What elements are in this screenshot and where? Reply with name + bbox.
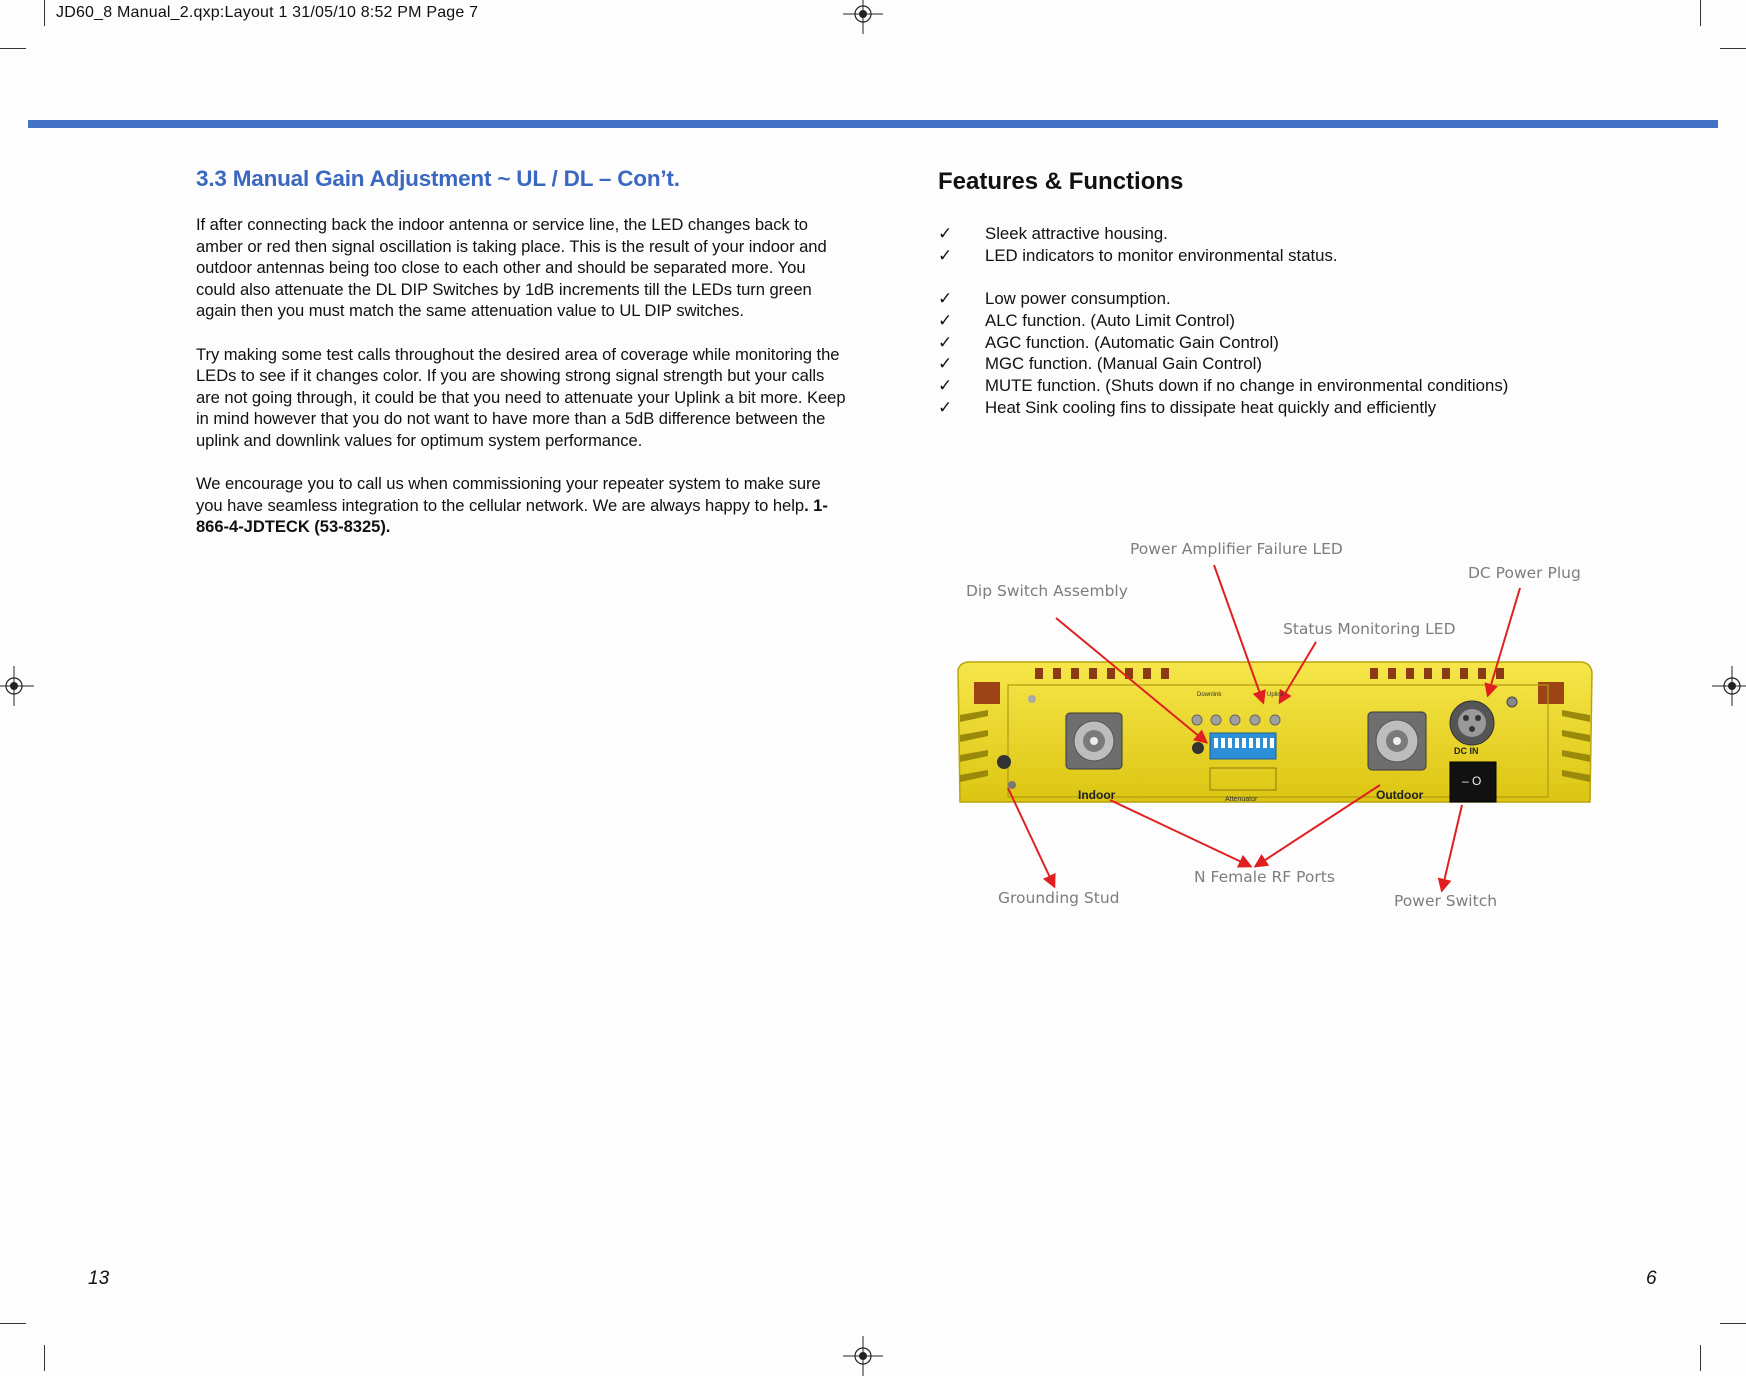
indoor-port-icon: [1066, 713, 1122, 769]
label-power-amplifier-failure-led: Power Amplifier Failure LED: [1130, 540, 1343, 558]
crop-mark: [0, 48, 26, 49]
left-page: [196, 166, 846, 560]
label-grounding-stud: Grounding Stud: [998, 889, 1120, 907]
crop-mark: [1700, 1345, 1701, 1371]
section-title: 3.3 Manual Gain Adjustment ~ UL / DL – Con’t.: [196, 166, 680, 191]
outdoor-label: Outdoor: [1376, 788, 1424, 802]
list-item: ✓ Heat Sink cooling fins to dissipate heat quickly and efficiently: [938, 397, 1437, 417]
registration-mark-icon: [843, 0, 883, 34]
uplink-label: Uplink: [1267, 692, 1284, 698]
registration-mark-icon: [843, 1336, 883, 1376]
checkmark-icon: ✓: [938, 397, 953, 417]
outdoor-port-icon: [1368, 712, 1426, 770]
checkmark-icon: ✓: [938, 375, 953, 395]
checkmark-icon: ✓: [938, 224, 953, 243]
list-item: ✓ AGC function. (Automatic Gain Control): [938, 332, 1279, 352]
registration-mark-icon: [0, 666, 34, 706]
phone-number: . 1-866-4-JDTECK (53-8325).: [196, 495, 828, 537]
switch-marks: – O: [1462, 774, 1482, 788]
dc-in-label: DC IN: [1454, 746, 1479, 756]
list-item: ✓ Sleek attractive housing.: [938, 224, 1168, 243]
label-power-switch: Power Switch: [1394, 892, 1498, 910]
label-n-female-rf-ports: N Female RF Ports: [1194, 868, 1335, 886]
label-status-monitoring-led: Status Monitoring LED: [1283, 620, 1456, 638]
list-item: ✓ LED indicators to monitor environmental status.: [938, 245, 1338, 265]
feature-list: [938, 223, 1638, 418]
page-number-right: 6: [1646, 1268, 1657, 1289]
right-page: [938, 168, 1638, 418]
page-number-left: 13: [88, 1268, 110, 1289]
grounding-stud-icon: [997, 755, 1011, 769]
paragraph: If after connecting back the indoor antenna or service line, the LED changes back to amber or red then signal oscillation is taking place. This is the result of your indoor and outdoor antennas being too close to each other and should be separated more. You could also attenuate the DL DIP Switches by 1dB increments till the LEDs turn green again then you must match the same attenuation value to UL DIP switches.: [196, 215, 827, 321]
list-item: ✓ Low power consumption.: [938, 289, 1171, 309]
crop-mark: [44, 0, 45, 26]
print-slug: JD60_8 Manual_2.qxp:Layout 1 31/05/10 8:52 PM Page 7: [56, 4, 479, 21]
registration-mark-icon: [1712, 666, 1746, 706]
features-title: Features & Functions: [938, 168, 1184, 195]
label-dc-power-plug: DC Power Plug: [1468, 564, 1581, 582]
list-item: ✓ ALC function. (Auto Limit Control): [938, 310, 1235, 330]
header-bar: [28, 120, 1718, 128]
checkmark-icon: ✓: [938, 354, 953, 374]
crop-mark: [44, 1345, 45, 1371]
crop-mark: [1720, 48, 1746, 49]
attenuator-label: Attenuator: [1225, 796, 1258, 803]
checkmark-icon: ✓: [938, 310, 953, 330]
paragraph: Try making some test calls throughout the desired area of coverage while monitoring the LEDs to see if it changes color. If you are showing strong signal strength but your calls are not going through, it could be that you need to attenuate your Uplink a bit more. Keep in mind however that you do not want to have more than a 5dB difference between the uplink and downlink values for optimum system performance.: [196, 344, 846, 450]
crop-mark: [1720, 1323, 1746, 1324]
crop-mark: [1700, 0, 1701, 26]
list-item: ✓ MUTE function. (Shuts down if no change in environmental conditions): [938, 375, 1509, 395]
downlink-label: Downlink: [1197, 692, 1222, 698]
label-dip-switch-assembly: Dip Switch Assembly: [966, 582, 1128, 600]
crop-mark: [0, 1323, 26, 1324]
checkmark-icon: ✓: [938, 289, 953, 309]
list-item: ✓ MGC function. (Manual Gain Control): [938, 354, 1262, 374]
contact-text: We encourage you to call us when commissioning your repeater system to make sure you have seamless integration to the cellular network. We are always happy to help: [196, 474, 821, 515]
paragraph-contact: [196, 473, 846, 538]
repeater-diagram: [940, 530, 1620, 920]
checkmark-icon: ✓: [938, 332, 953, 352]
checkmark-icon: ✓: [938, 245, 953, 265]
dc-plug-icon: [1450, 701, 1494, 745]
indoor-label: Indoor: [1078, 788, 1116, 802]
